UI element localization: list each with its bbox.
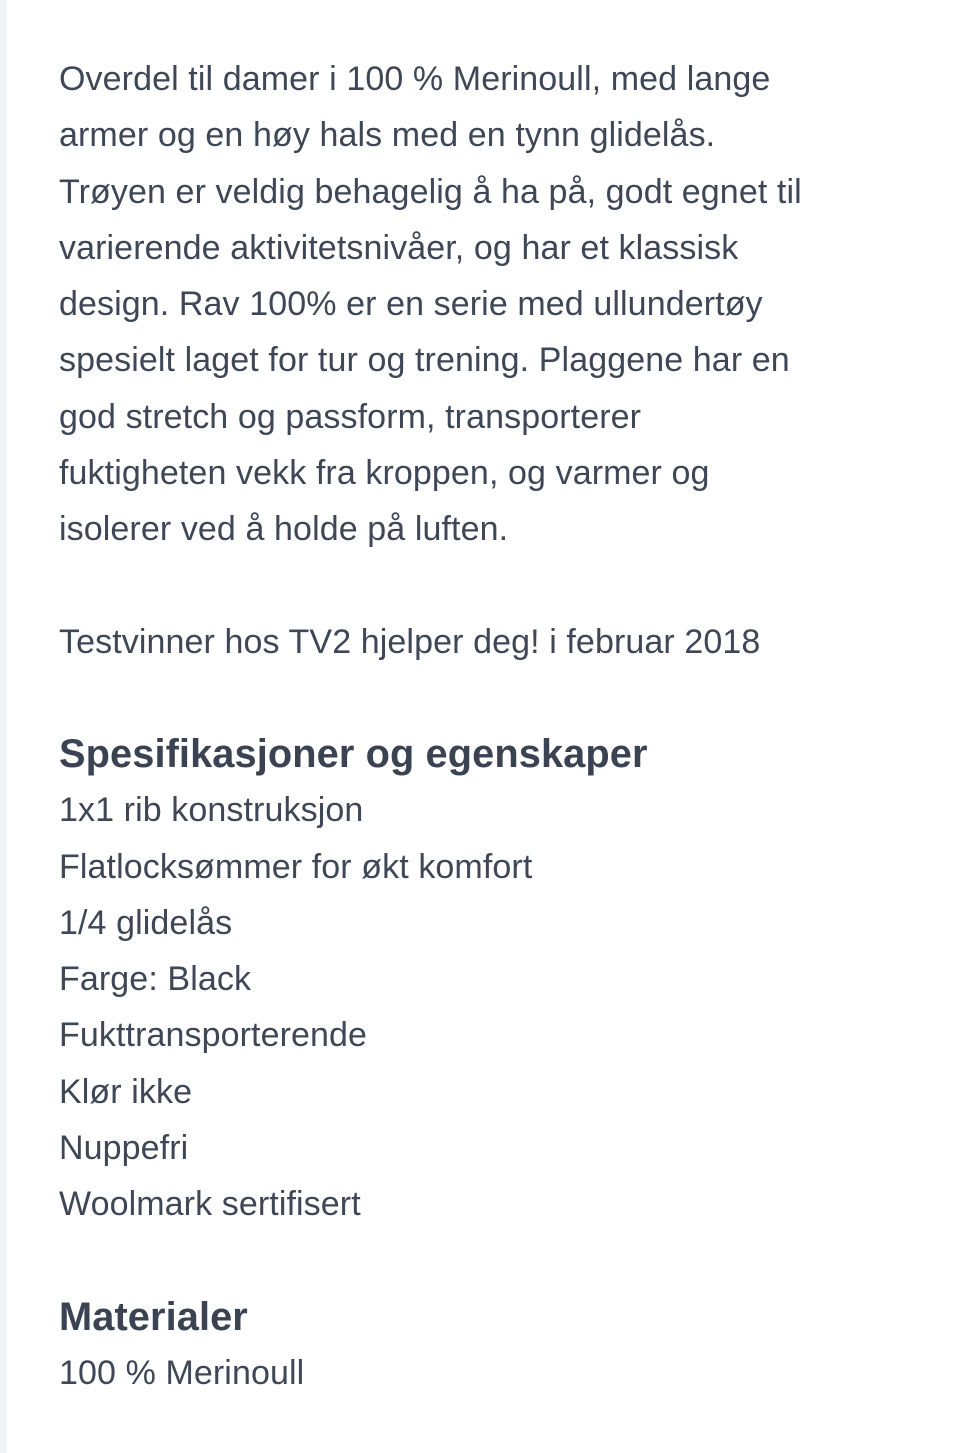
award-text: Testvinner hos TV2 hjelper deg! i februar 2018: [59, 622, 761, 661]
spec-item: Fukttransporterende: [59, 1016, 368, 1055]
spec-item: Flatlocksømmer for økt komfort: [59, 847, 533, 886]
spec-item: Farge: Black: [59, 960, 252, 999]
spec-item: Klør ikke: [59, 1072, 193, 1111]
page-left-edge: [0, 0, 7, 1453]
spec-item: 1/4 glidelås: [59, 903, 233, 942]
product-description-section: [59, 51, 919, 1401]
spacer: [59, 558, 919, 614]
specs-list: [59, 782, 919, 1232]
spec-item: 1x1 rib konstruksjon: [59, 791, 364, 830]
materials-heading: Materialer: [59, 1294, 248, 1339]
spec-item: Nuppefri: [59, 1129, 189, 1168]
spec-item: Woolmark sertifisert: [59, 1185, 361, 1224]
product-description-text: Overdel til damer i 100 % Merinoull, med lange armer og en høy hals med en tynn glidelås. Trøyen er veldig behagelig å ha på, godt egnet til varierende aktivitetsnivåer, og har et klassisk design. Rav 100% er en serie med ullundertøy spesielt laget for tur og trening. Plaggene har en god stretch og passform, transporterer fuktigheten vekk fra kroppen, og varmer og isolerer ved å holde på luften.: [59, 60, 802, 549]
materials-value: 100 % Merinoull: [59, 1353, 305, 1392]
specs-heading: Spesifikasjoner og egenskaper: [59, 731, 648, 776]
spacer: [59, 670, 919, 726]
spacer: [59, 1233, 919, 1289]
